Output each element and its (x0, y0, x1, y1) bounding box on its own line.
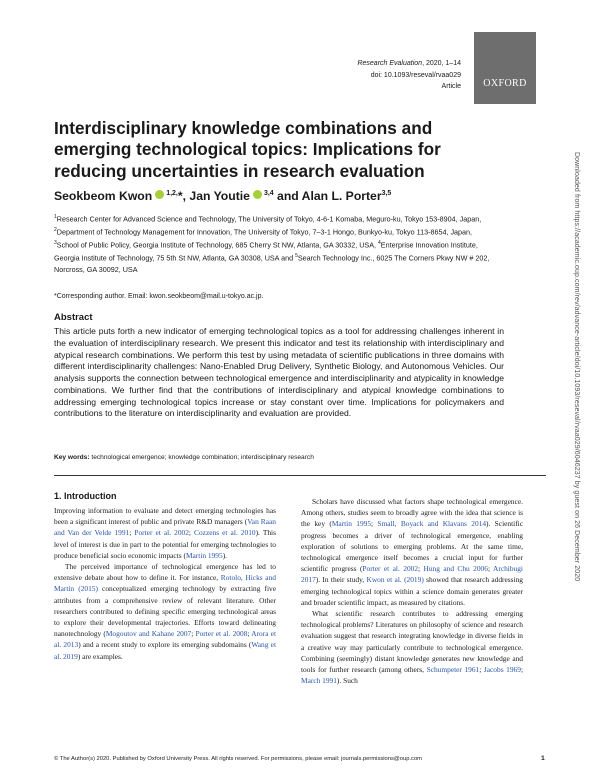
keywords (54, 454, 314, 461)
citation-link[interactable]: Jacobs 1969 (483, 665, 521, 675)
article-title: Interdisciplinary knowledge combinations and emerging technological topics: Implications for reducing uncertainties in research evaluation (54, 118, 441, 181)
oxford-logo-text: OXFORD (483, 78, 527, 89)
text: conceptualized emerging technology by extracting five attributes from a comprehensive review of relevant literature. Other researchers contributed to defining specific emerging technological areas to explore their developmental trajectories. Efforts toward delineating nanotechnology ( (54, 584, 276, 639)
journal-meta (357, 58, 461, 93)
citation-link[interactable]: March 1991 (301, 676, 337, 686)
citation-link[interactable]: Martin 1995 (331, 519, 372, 529)
text: Improving information to evaluate and detect emerging technologies has been a significant interest of public and private R&D managers ( (54, 506, 276, 527)
text: ; (479, 665, 484, 675)
text: The perceived importance of technological emergence has led to extensive debate about how to define it. For instance, (54, 562, 276, 583)
body-column-left (54, 505, 276, 662)
citation-link[interactable]: Hung and Chu 2006 (423, 564, 488, 574)
text: ). This level of interest is due in part to the potential for emerging technologies to produce beneficial socio economic impacts ( (54, 528, 276, 560)
text: ). (222, 550, 228, 560)
affiliation: Department of Technology Management for Innovation, The University of Tokyo, 7–3-1 Hongo, Bunkyo-ku, Tokyo 113-8654, Japan, (56, 227, 473, 237)
author-separator: and (273, 189, 302, 203)
citation-link[interactable]: Porter et al. 2008 (195, 629, 248, 639)
keywords-label: Key words: (54, 454, 90, 461)
abstract-text: This article puts forth a new indicator of emerging technological topics as a tool for addressing challenges inherent in the evaluation of interdisciplinary research. We present this indicator and test its relationship with interdisciplinary and atypical research combinations. We perform this test by using metadata of scientific publications in three domains with different interdisciplinarity challenges: Nano-Enabled Drug Delivery, Synthetic Biology, and Autonomous Vehicles. Our analysis supports the connection between technological emergence and interdisciplinarity and atypicality in knowledge combinations. We further find that the contributions of interdisciplinary and atypical knowledge combinations to addressing emerging technological topics increase or stay constant over time. Implications for policymakers and contributions to the literature on interdisciplinarity and evaluation are provided. (54, 326, 504, 419)
article-type: Article (441, 83, 461, 90)
author-separator: , (182, 189, 190, 203)
affiliation: Search Technology Inc., 6025 The Corners Pkwy NW # 202, Norcross, GA 30092, USA (54, 253, 490, 274)
citation-link[interactable]: Van Raan and Van der Velde 1991 (54, 517, 276, 538)
download-watermark (572, 152, 582, 622)
page-number: 1 (541, 755, 545, 762)
citation-link[interactable]: Rotolo, Hicks and Martin (2015) (54, 573, 276, 594)
citation-link[interactable]: Wang et al. 2019 (54, 640, 277, 661)
affil-sup: 2 (54, 226, 57, 233)
section-heading: 1. Introduction (54, 491, 117, 501)
text: ; (418, 564, 424, 574)
keywords-text: technological emergence; knowledge combination; interdisciplinary research (89, 454, 314, 461)
text: ; (129, 528, 135, 538)
oxford-logo[interactable] (474, 32, 536, 104)
text: ; (247, 629, 252, 639)
author-sup: 3,4 (263, 189, 274, 197)
paragraph (54, 505, 276, 561)
volume-info: , 2020, 1–14 (422, 60, 461, 67)
author-name[interactable]: Seokbeom Kwon (54, 189, 153, 203)
paragraph (54, 561, 276, 662)
text: ). In their study, (315, 575, 367, 585)
affil-sup: 1 (54, 214, 57, 220)
divider (54, 475, 546, 476)
citation-link[interactable]: Kwon et al. (2019) (366, 575, 424, 585)
text: ; (520, 665, 523, 675)
paragraph (301, 608, 523, 686)
orcid-icon[interactable] (155, 190, 164, 199)
download-watermark-text: Downloaded from https://academic.oup.com/rev/advance-article/doi/10.1093/reseval/rvaa029/6046237 by guest on 26 December 2020 (573, 152, 580, 582)
text: ). Such (336, 676, 358, 686)
text: ). Scientific progress becomes a driver of technological emergence, enabling exploration of solutions to emerging problems. At the same time, technological emergence itself becomes a crucial input for further scientific progress ( (301, 519, 523, 574)
text: Scholars have discussed what factors shape technological emergence. Among others, studies seem to broadly agree with the idea that science is the key ( (301, 497, 523, 529)
paragraph (301, 496, 523, 608)
copyright-footer: © The Author(s) 2020. Published by Oxford University Press. All rights reserved. For permissions, please email: journals.permissions@oup.com (54, 756, 422, 762)
citation-link[interactable]: Cozzens et al. 2010 (194, 528, 256, 538)
body-column-right (301, 496, 523, 686)
author-sup: 3,5 (381, 189, 392, 197)
citation-link[interactable]: Arora et al. 2013 (54, 629, 277, 650)
doi[interactable]: doi: 10.1093/reseval/rvaa029 (370, 71, 461, 79)
affiliation: Enterprise Innovation Institute, Georgia Institute of Technology, 75 5th St NW, Atlanta, GA 30308, USA and (54, 240, 478, 263)
author-name[interactable]: Jan Youtie (189, 189, 250, 203)
author-name[interactable]: Alan L. Porter (301, 189, 382, 203)
citation-link[interactable]: Schumpeter 1961 (426, 665, 480, 675)
text: ) and a recent study to explore its emerging subdomains ( (78, 640, 252, 650)
affil-sup: 5 (295, 252, 298, 259)
abstract-heading: Abstract (54, 312, 93, 323)
corresponding-star: * (177, 189, 183, 203)
citation-link[interactable]: Porter et al. 2002 (362, 564, 419, 574)
author-sup: 1,2, (166, 189, 178, 197)
affiliation: Research Center for Advanced Science and Technology, The University of Tokyo, 4-6-1 Komaba, Meguro-ku, Tokyo 153-8904, Japan, (56, 214, 482, 224)
affiliations (54, 212, 496, 275)
text: ; (487, 564, 494, 574)
citation-link[interactable]: Martin 1995 (185, 550, 223, 560)
journal-name[interactable]: Research Evaluation (357, 60, 423, 67)
affiliation: School of Public Policy, Georgia Institute of Technology, 685 Cherry St NW, Atlanta, GA 30332, USA, (56, 240, 378, 250)
text: What scientific research contributes to addressing emerging technological problems? Literatures on philosophy of science and research evaluation suggest that research integrating knowledge in diverse fields in a creative way may particularly contribute to technological emergence. Combining (seemingly) distant knowledge generates new knowledge and tools for further research (among others, (301, 609, 523, 675)
citation-link[interactable]: Small, Boyack and Klavans 2014 (377, 519, 487, 529)
affil-sup: 3 (54, 239, 57, 246)
citation-link[interactable]: Porter et al. 2002 (134, 528, 189, 538)
orcid-icon[interactable] (253, 190, 262, 199)
corresponding-author: *Corresponding author. Email: kwon.seokbeom@mail.u-tokyo.ac.jp. (54, 293, 264, 300)
author-list (54, 189, 391, 203)
affil-sup: 4 (378, 239, 381, 246)
text: ) are examples. (77, 651, 123, 661)
text: ; (371, 519, 378, 529)
text: ; (188, 528, 195, 538)
citation-link[interactable]: Mogoutov and Kahane 2007 (105, 629, 192, 639)
text: showed that research addressing emerging technological topics within a science domain generates greater and broader scientific impact, as measured by citations. (301, 575, 523, 607)
text: ; (191, 629, 196, 639)
citation-link[interactable]: Archibugi 2017 (301, 564, 523, 585)
